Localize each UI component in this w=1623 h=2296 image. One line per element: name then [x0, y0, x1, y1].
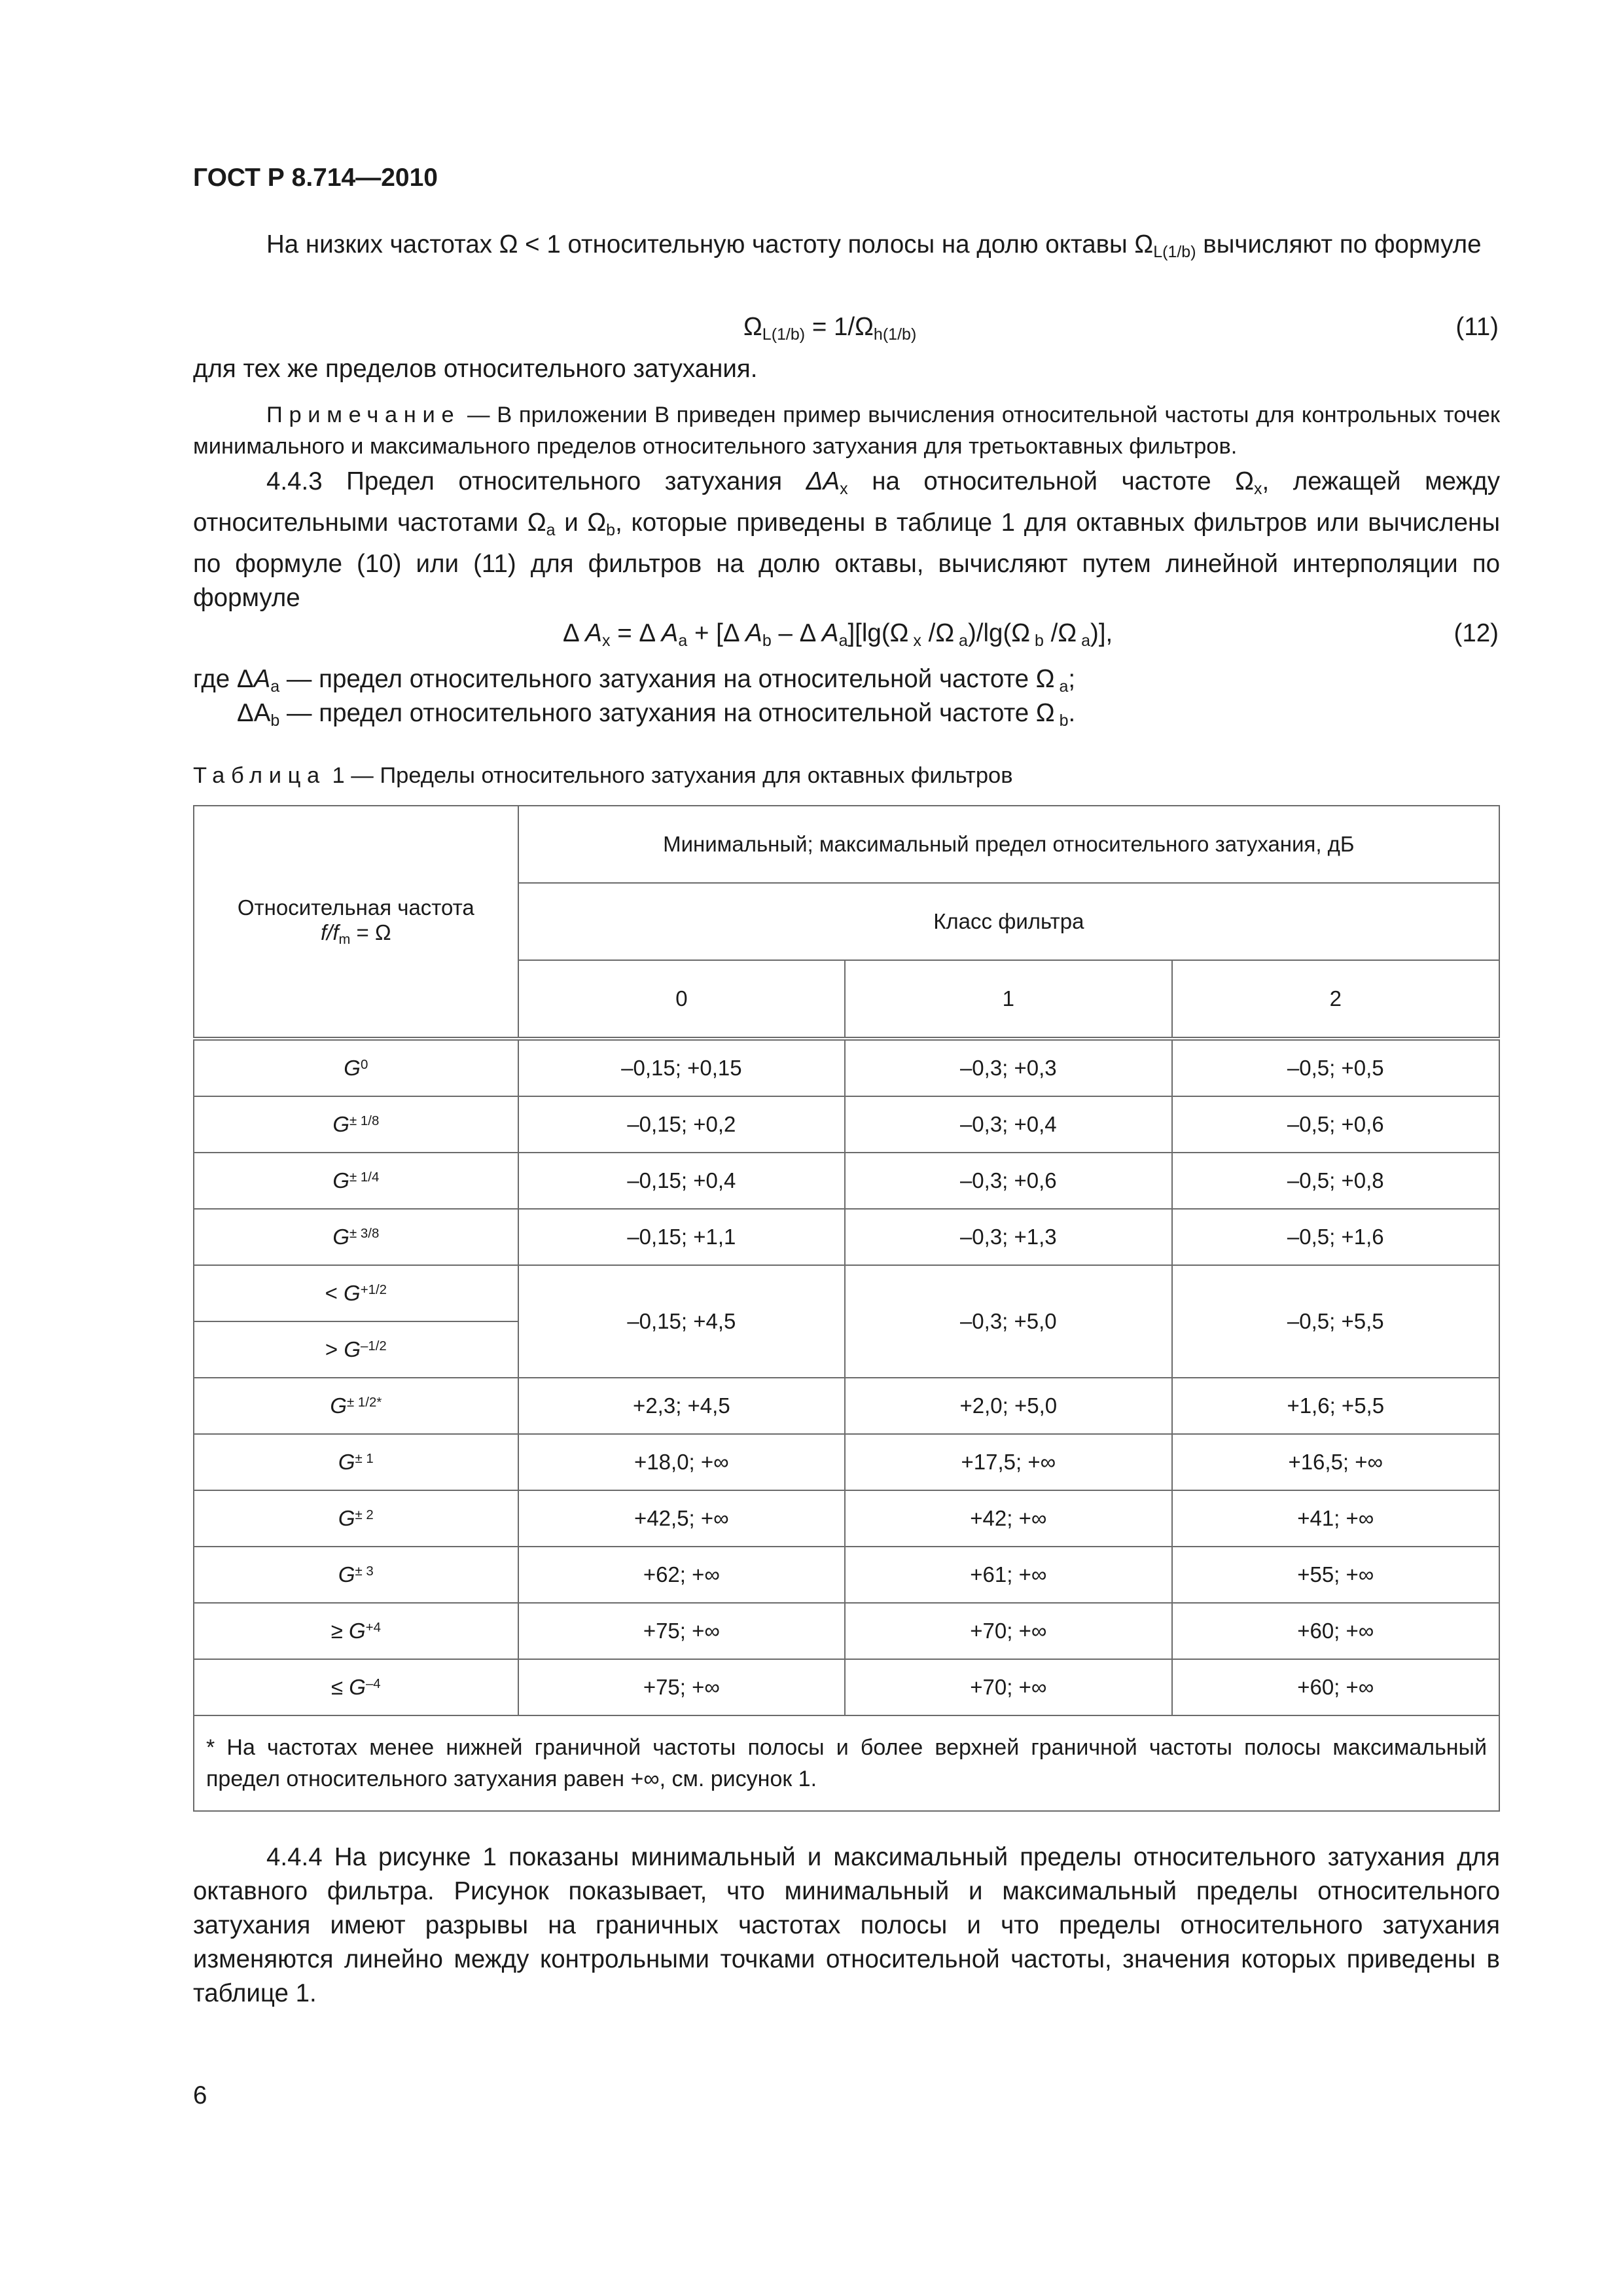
table-cell: +16,5; +∞	[1172, 1434, 1499, 1490]
table-row	[194, 1096, 1499, 1153]
table-cell: +2,3; +4,5	[518, 1378, 845, 1434]
table-cell: +18,0; +∞	[518, 1434, 845, 1490]
document-header: ГОСТ Р 8.714—2010	[193, 164, 438, 192]
table-cell: –0,15; +0,15	[518, 1039, 845, 1096]
table-row	[194, 1547, 1499, 1603]
table-cell: –0,5; +0,8	[1172, 1153, 1499, 1209]
table-row	[194, 1490, 1499, 1547]
row-frequency: $G^{\pm 3/8}$	[194, 1209, 518, 1265]
row-frequency: ≤ $G^{-4}$	[194, 1659, 518, 1715]
table-row	[194, 1659, 1499, 1715]
table-row	[194, 1603, 1499, 1659]
attenuation-limits-table	[193, 805, 1500, 1812]
table-cell: –0,5; +1,6	[1172, 1209, 1499, 1265]
note: Примечание — В приложении В приведен пример вычисления относительной частоты для контрольных точек минимального и максимального пределов относительного затухания для третьоктавных фильтров.	[193, 403, 1500, 459]
table-row	[194, 1209, 1499, 1265]
table-cell: +75; +∞	[518, 1603, 845, 1659]
formula-12: Δ $A_x = \Delta$ $A_a + [\Delta$ $A_b$ – Δ $A_a][\lg(\Omega$ $_x$ /Ω $_a$)/lg(Ω $_b$ /Ω $_a$)],	[563, 619, 1113, 650]
table-footnote: * На частотах менее нижней граничной частоты полосы и более верхней граничной частоты полосы максимальный предел относительного затухания равен +∞, см. рисунок 1.	[194, 1715, 1499, 1811]
table-cell: –0,15; +0,4	[518, 1153, 845, 1209]
row-frequency: $G^{\pm 1/4}$	[194, 1153, 518, 1209]
table-cell: –0,3; +0,3	[845, 1039, 1171, 1096]
row-frequency: $G^{\pm 1/8}$	[194, 1096, 518, 1153]
table-cell: –0,3; +1,3	[845, 1209, 1171, 1265]
table-cell: –0,5; +0,6	[1172, 1096, 1499, 1153]
table-cell: +55; +∞	[1172, 1547, 1499, 1603]
table-cell: +60; +∞	[1172, 1603, 1499, 1659]
table-cell: +41; +∞	[1172, 1490, 1499, 1547]
paragraph-4-4-3: 4.4.3 Предел относительного затухания $\Delta A_x$ на относительной частоте $\Omega_x$, лежащей между относительными частотами $\Omega_a$ и $\Omega_b$, которые приведены в таблице 1 для октавных фильтров или вычислены по формуле (10) или (11) для фильтров на долю октавы, вычисляют путем линейной интерполяции по формуле	[193, 467, 1500, 612]
where-line-a: где $\Delta A_a$ — предел относительного затухания на относительной частоте Ω $_a$;	[193, 665, 1076, 696]
equation-number-12: (12)	[1454, 619, 1499, 647]
table-row	[194, 1265, 1499, 1321]
table-cell: +42; +∞	[845, 1490, 1171, 1547]
table-cell: –0,15; +0,2	[518, 1096, 845, 1153]
table-row	[194, 1378, 1499, 1434]
table-cell: –0,3; +0,4	[845, 1096, 1171, 1153]
header-class-0: 0	[518, 960, 845, 1039]
page-number: 6	[193, 2081, 207, 2109]
table-cell: –0,15; +1,1	[518, 1209, 845, 1265]
table-cell: –0,3; +0,6	[845, 1153, 1171, 1209]
header-class-2: 2	[1172, 960, 1499, 1039]
row-frequency: $G^{\pm 1/2*}$	[194, 1378, 518, 1434]
paragraph-same-limits: для тех же пределов относительного затухания.	[193, 355, 758, 383]
table-cell: +61; +∞	[845, 1547, 1171, 1603]
row-frequency: $G^{\pm 3}$	[194, 1547, 518, 1603]
header-class-1: 1	[845, 960, 1171, 1039]
table-cell: +75; +∞	[518, 1659, 845, 1715]
table-cell: +2,0; +5,0	[845, 1378, 1171, 1434]
row-frequency: < $G^{+1/2}$	[194, 1265, 518, 1321]
table-row	[194, 1153, 1499, 1209]
table-cell: +42,5; +∞	[518, 1490, 845, 1547]
table-cell: +70; +∞	[845, 1603, 1171, 1659]
table-cell: +62; +∞	[518, 1547, 845, 1603]
table-cell: +70; +∞	[845, 1659, 1171, 1715]
row-frequency: $G^{\pm 1}$	[194, 1434, 518, 1490]
equation-number-11: (11)	[1455, 313, 1499, 341]
row-frequency: $G^{\pm 2}$	[194, 1490, 518, 1547]
table-row	[194, 1039, 1499, 1096]
table-cell: –0,3; +5,0	[845, 1265, 1171, 1378]
table-cell: +17,5; +∞	[845, 1434, 1171, 1490]
table-cell: –0,5; +5,5	[1172, 1265, 1499, 1378]
row-frequency: ≥ $G^{+4}$	[194, 1603, 518, 1659]
table-cell: +1,6; +5,5	[1172, 1378, 1499, 1434]
table-title: Таблица 1 — Пределы относительного затухания для октавных фильтров	[193, 763, 1013, 788]
where-line-b: $\Delta A_b$ — предел относительного затухания на относительной частоте Ω $_b$.	[237, 699, 1076, 730]
table-row	[194, 1434, 1499, 1490]
header-relative-frequency: Относительная частота $f/f_m = \Omega$	[194, 806, 518, 1039]
paragraph-4-4-4: 4.4.4 На рисунке 1 показаны минимальный и максимальный пределы относительного затухания для октавного фильтра. Рисунок показывает, что минимальный и максимальный пределы относительного затухания имеют разрывы на граничных частотах полосы и что пределы относительного затухания изменяются линейно между контрольными точками относительной частоты, значения которых приведены в таблице 1.	[193, 1843, 1500, 2007]
row-frequency: $G^0$	[194, 1039, 518, 1096]
paragraph-low-freq: На низких частотах Ω < 1 относительную частоту полосы на долю октавы $\Omega_{L(1/b)}$ вычисляют по формуле	[266, 230, 1482, 261]
formula-11: $\Omega_{L(1/b)} = 1/\Omega_{h(1/b)}$	[743, 313, 917, 344]
table-cell: +60; +∞	[1172, 1659, 1499, 1715]
header-filter-class: Класс фильтра	[518, 883, 1499, 960]
table-cell: –0,15; +4,5	[518, 1265, 845, 1378]
table-cell: –0,5; +0,5	[1172, 1039, 1499, 1096]
header-attenuation-limits: Минимальный; максимальный предел относительного затухания, дБ	[518, 806, 1499, 883]
row-frequency: > $G^{-1/2}$	[194, 1321, 518, 1378]
